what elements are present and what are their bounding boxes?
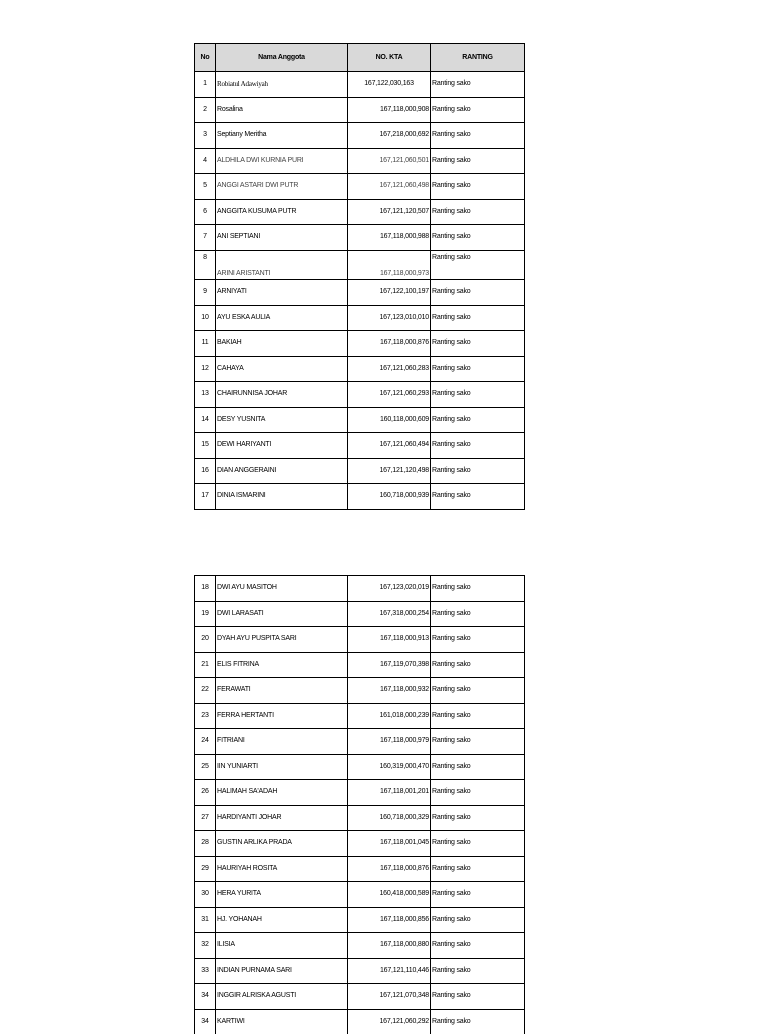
cell-name: DESY YUSNITA (216, 407, 348, 433)
table-row (195, 729, 525, 755)
table-row (195, 1009, 525, 1034)
cell-kta: 160,118,000,609 (348, 407, 431, 433)
cell-no: 31 (195, 907, 216, 933)
cell-name: Septiany Meritha (216, 123, 348, 149)
cell-no: 34 (195, 1009, 216, 1034)
cell-kta: 167,118,000,876 (348, 856, 431, 882)
cell-ranting: Ranting sako (431, 729, 525, 755)
cell-kta: 167,123,020,019 (348, 576, 431, 602)
cell-name: ANGGITA KUSUMA PUTR (216, 199, 348, 225)
cell-ranting: Ranting sako (431, 356, 525, 382)
cell-kta: 167,122,100,197 (348, 280, 431, 306)
cell-kta: 167,118,000,856 (348, 907, 431, 933)
cell-kta: 167,118,000,988 (348, 225, 431, 251)
cell-no: 15 (195, 433, 216, 459)
cell-kta: 167,121,060,283 (348, 356, 431, 382)
cell-ranting: Ranting sako (431, 1009, 525, 1034)
cell-name: HAURIYAH ROSITA (216, 856, 348, 882)
cell-kta: 167,118,000,979 (348, 729, 431, 755)
table-row (195, 958, 525, 984)
cell-kta: 167,118,000,973 (348, 250, 431, 280)
table-row (195, 97, 525, 123)
member-table-1 (194, 43, 525, 510)
table-row (195, 627, 525, 653)
table-row (195, 305, 525, 331)
cell-name: DWI AYU MASITOH (216, 576, 348, 602)
cell-name: FERAWATI (216, 678, 348, 704)
cell-no: 9 (195, 280, 216, 306)
cell-name: ANI SEPTIANI (216, 225, 348, 251)
table-row (195, 407, 525, 433)
cell-ranting: Ranting sako (431, 433, 525, 459)
cell-no: 25 (195, 754, 216, 780)
cell-ranting: Ranting sako (431, 148, 525, 174)
cell-kta: 161,018,000,239 (348, 703, 431, 729)
table-row (195, 652, 525, 678)
member-table-2 (194, 575, 525, 1034)
cell-ranting: Ranting sako (431, 331, 525, 357)
cell-ranting: Ranting sako (431, 678, 525, 704)
cell-name: CHAIRUNNISA JOHAR (216, 382, 348, 408)
cell-no: 17 (195, 484, 216, 510)
cell-ranting: Ranting sako (431, 305, 525, 331)
cell-no: 10 (195, 305, 216, 331)
table-row (195, 831, 525, 857)
cell-kta: 167,121,060,494 (348, 433, 431, 459)
cell-kta: 167,118,001,045 (348, 831, 431, 857)
table-row (195, 856, 525, 882)
cell-no: 26 (195, 780, 216, 806)
cell-kta: 167,121,120,498 (348, 458, 431, 484)
cell-name: Robiatul Adawiyah (216, 72, 348, 98)
table-row (195, 250, 525, 280)
cell-kta: 167,318,000,254 (348, 601, 431, 627)
table-row (195, 148, 525, 174)
cell-ranting: Ranting sako (431, 174, 525, 200)
table-row (195, 225, 525, 251)
cell-no: 12 (195, 356, 216, 382)
cell-ranting: Ranting sako (431, 882, 525, 908)
cell-kta: 167,118,000,876 (348, 331, 431, 357)
cell-name: DYAH AYU PUSPITA SARI (216, 627, 348, 653)
table-row (195, 576, 525, 602)
cell-no: 5 (195, 174, 216, 200)
table-1-body (195, 72, 525, 510)
cell-no: 29 (195, 856, 216, 882)
cell-name: CAHAYA (216, 356, 348, 382)
cell-name: DINIA ISMARINI (216, 484, 348, 510)
table-row (195, 754, 525, 780)
cell-kta: 167,121,060,293 (348, 382, 431, 408)
cell-ranting: Ranting sako (431, 576, 525, 602)
cell-kta: 160,718,000,939 (348, 484, 431, 510)
cell-no: 8 (195, 250, 216, 280)
cell-name: DEWI HARIYANTI (216, 433, 348, 459)
cell-ranting: Ranting sako (431, 123, 525, 149)
cell-kta: 167,118,000,932 (348, 678, 431, 704)
cell-no: 2 (195, 97, 216, 123)
cell-ranting: Ranting sako (431, 907, 525, 933)
cell-no: 32 (195, 933, 216, 959)
cell-no: 23 (195, 703, 216, 729)
cell-ranting: Ranting sako (431, 382, 525, 408)
table-row (195, 458, 525, 484)
cell-no: 34 (195, 984, 216, 1010)
cell-ranting: Ranting sako (431, 407, 525, 433)
cell-no: 19 (195, 601, 216, 627)
cell-no: 30 (195, 882, 216, 908)
cell-ranting: Ranting sako (431, 780, 525, 806)
table-row (195, 199, 525, 225)
cell-name: GUSTIN ARLIKA PRADA (216, 831, 348, 857)
table-row (195, 933, 525, 959)
cell-kta: 167,122,030,163 (348, 72, 431, 98)
cell-kta: 167,121,060,292 (348, 1009, 431, 1034)
table-row (195, 174, 525, 200)
cell-kta: 160,718,000,329 (348, 805, 431, 831)
table-row (195, 280, 525, 306)
table-row (195, 331, 525, 357)
cell-name: DWI LARASATI (216, 601, 348, 627)
cell-kta: 167,121,110,446 (348, 958, 431, 984)
cell-name: KARTIWI (216, 1009, 348, 1034)
cell-ranting: Ranting sako (431, 280, 525, 306)
cell-ranting: Ranting sako (431, 199, 525, 225)
table-row (195, 984, 525, 1010)
cell-ranting: Ranting sako (431, 703, 525, 729)
cell-kta: 167,118,001,201 (348, 780, 431, 806)
cell-ranting: Ranting sako (431, 754, 525, 780)
cell-ranting: Ranting sako (431, 805, 525, 831)
cell-kta: 160,319,000,470 (348, 754, 431, 780)
table-row (195, 433, 525, 459)
cell-kta: 167,121,070,348 (348, 984, 431, 1010)
cell-no: 24 (195, 729, 216, 755)
table-row (195, 805, 525, 831)
table-row (195, 382, 525, 408)
cell-name: ELIS FITRINA (216, 652, 348, 678)
cell-ranting: Ranting sako (431, 984, 525, 1010)
cell-kta: 167,119,070,398 (348, 652, 431, 678)
cell-no: 18 (195, 576, 216, 602)
cell-ranting: Ranting sako (431, 933, 525, 959)
cell-name: HERA YURITA (216, 882, 348, 908)
cell-no: 20 (195, 627, 216, 653)
cell-name: ANGGI ASTARI DWI PUTR (216, 174, 348, 200)
cell-ranting: Ranting sako (431, 958, 525, 984)
cell-name: HARDIYANTI JOHAR (216, 805, 348, 831)
cell-kta: 167,123,010,010 (348, 305, 431, 331)
cell-name: INDIAN PURNAMA SARI (216, 958, 348, 984)
cell-no: 16 (195, 458, 216, 484)
cell-kta: 167,121,060,498 (348, 174, 431, 200)
table-row (195, 601, 525, 627)
cell-name: INGGIR ALRISKA AGUSTI (216, 984, 348, 1010)
cell-no: 14 (195, 407, 216, 433)
header-ranting: RANTING (431, 44, 525, 72)
cell-no: 1 (195, 72, 216, 98)
cell-ranting: Ranting sako (431, 627, 525, 653)
cell-name: AYU ESKA AULIA (216, 305, 348, 331)
cell-no: 33 (195, 958, 216, 984)
cell-no: 21 (195, 652, 216, 678)
cell-kta: 167,118,000,880 (348, 933, 431, 959)
cell-name: ALDHILA DWI KURNIA PURI (216, 148, 348, 174)
cell-ranting: Ranting sako (431, 250, 525, 280)
table-row (195, 484, 525, 510)
cell-ranting: Ranting sako (431, 225, 525, 251)
cell-name: FERRA HERTANTI (216, 703, 348, 729)
table-row (195, 907, 525, 933)
cell-ranting: Ranting sako (431, 601, 525, 627)
cell-ranting: Ranting sako (431, 97, 525, 123)
header-no: No (195, 44, 216, 72)
table-row (195, 780, 525, 806)
cell-kta: 160,418,000,589 (348, 882, 431, 908)
cell-name: ILISIA (216, 933, 348, 959)
cell-kta: 167,118,000,913 (348, 627, 431, 653)
table-row (195, 72, 525, 98)
cell-kta: 167,121,120,507 (348, 199, 431, 225)
cell-kta: 167,218,000,692 (348, 123, 431, 149)
table-header-row (195, 44, 525, 72)
cell-no: 4 (195, 148, 216, 174)
cell-name: FITRIANI (216, 729, 348, 755)
cell-ranting: Ranting sako (431, 484, 525, 510)
header-kta: NO. KTA (348, 44, 431, 72)
header-name: Nama Anggota (216, 44, 348, 72)
cell-name: HJ. YOHANAH (216, 907, 348, 933)
table-row (195, 882, 525, 908)
cell-no: 6 (195, 199, 216, 225)
cell-name: IIN YUNIARTI (216, 754, 348, 780)
cell-ranting: Ranting sako (431, 856, 525, 882)
cell-no: 3 (195, 123, 216, 149)
cell-ranting: Ranting sako (431, 652, 525, 678)
cell-ranting: Ranting sako (431, 72, 525, 98)
cell-kta: 167,118,000,908 (348, 97, 431, 123)
table-2-body (195, 576, 525, 1034)
cell-ranting: Ranting sako (431, 831, 525, 857)
cell-no: 22 (195, 678, 216, 704)
cell-name: HALIMAH SA'ADAH (216, 780, 348, 806)
cell-no: 11 (195, 331, 216, 357)
cell-name: ARINI ARISTANTI (216, 250, 348, 280)
cell-ranting: Ranting sako (431, 458, 525, 484)
cell-kta: 167,121,060,501 (348, 148, 431, 174)
cell-name: ARNIYATI (216, 280, 348, 306)
table-row (195, 356, 525, 382)
cell-no: 13 (195, 382, 216, 408)
cell-no: 27 (195, 805, 216, 831)
cell-name: Rosalina (216, 97, 348, 123)
table-row (195, 703, 525, 729)
cell-name: DIAN ANGGERAINI (216, 458, 348, 484)
cell-no: 28 (195, 831, 216, 857)
table-row (195, 123, 525, 149)
cell-no: 7 (195, 225, 216, 251)
cell-name: BAKIAH (216, 331, 348, 357)
table-row (195, 678, 525, 704)
